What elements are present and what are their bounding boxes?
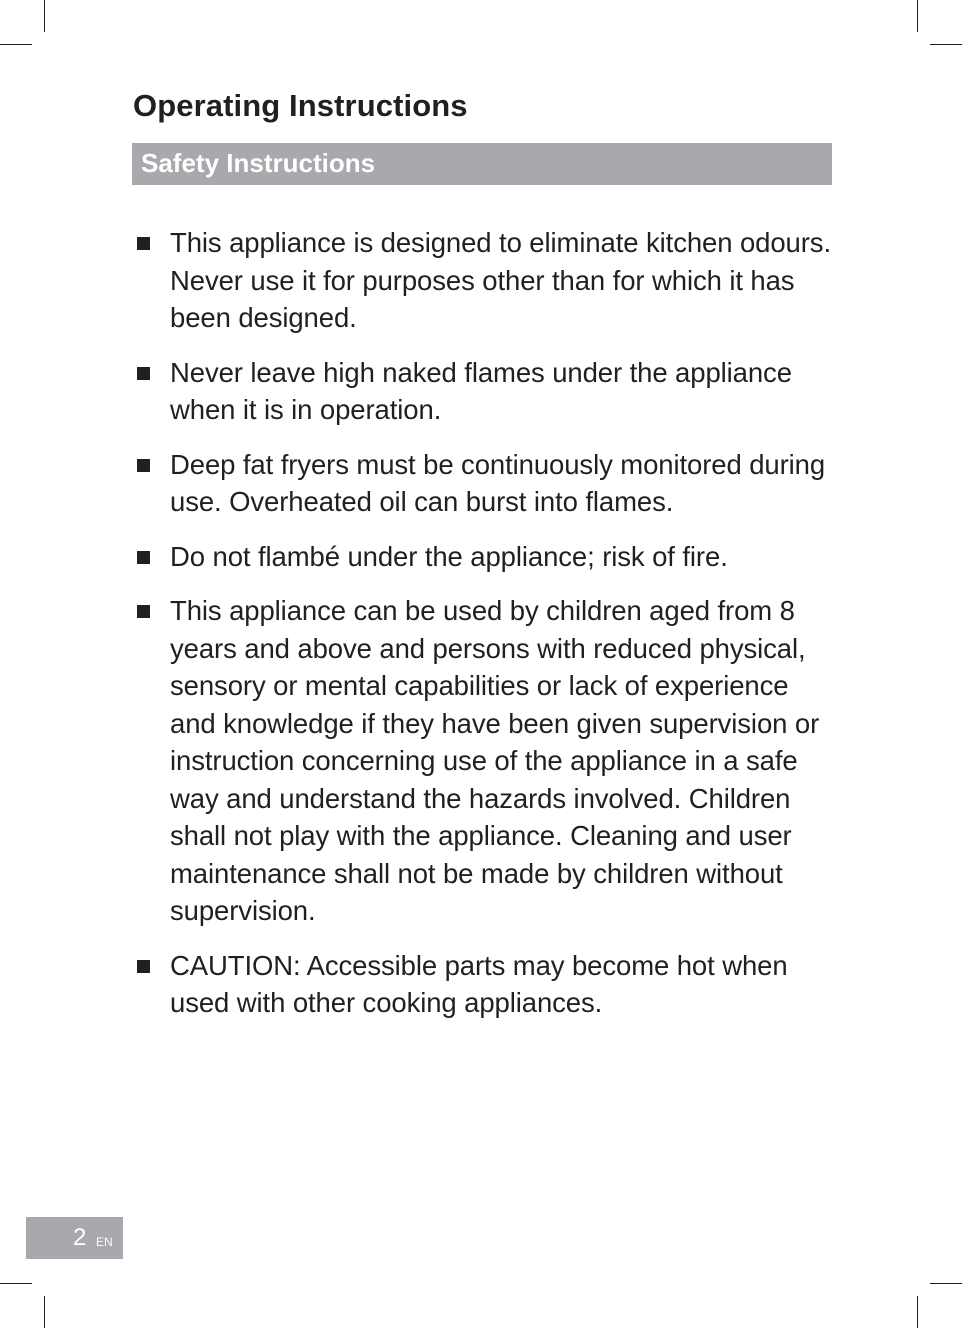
crop-mark-bottom-right-vertical [917,1296,918,1328]
square-bullet-icon [137,605,150,618]
list-item-text: CAUTION: Accessible parts may become hot when used with other cooking appliances. [170,949,788,1018]
crop-mark-top-right-vertical [917,0,918,32]
list-item-text: Deep fat fryers must be continuously monitored during use. Overheated oil can burst into flames. [170,448,826,517]
list-item-text: Never leave high naked flames under the appliance when it is in operation. [170,356,792,425]
square-bullet-icon [137,551,150,564]
language-code: EN [96,1235,113,1249]
page-footer [26,1217,123,1259]
square-bullet-icon [137,459,150,472]
crop-mark-top-left-horizontal [0,44,32,45]
page-number: 2 [73,1224,87,1251]
square-bullet-icon [137,367,150,380]
square-bullet-icon [137,237,150,250]
list-item [133,538,832,576]
crop-mark-bottom-left-horizontal [0,1283,32,1284]
list-item [133,947,832,1022]
list-item-text: This appliance can be used by children aged from 8 years and above and persons with reduced physical, sensory or mental capabilities or lack of experience and knowledge if they have been given supervision or instruction concerning use of the appliance in a safe way and understand the hazards involved. Children shall not play with the appliance. Cleaning and user maintenance shall not be made by children without supervision. [170,595,820,926]
list-item [133,446,832,521]
section-heading-bar [132,143,832,185]
crop-mark-bottom-right-horizontal [930,1283,962,1284]
safety-instructions-list [133,224,832,1039]
list-item-text: Do not flambé under the appliance; risk of fire. [170,540,728,572]
section-heading: Safety Instructions [141,148,376,178]
list-item [133,592,832,930]
crop-mark-top-right-horizontal [930,44,962,45]
square-bullet-icon [137,960,150,973]
list-item [133,354,832,429]
list-item [133,224,832,337]
crop-mark-top-left-vertical [44,0,45,32]
page-title: Operating Instructions [133,88,468,123]
list-item-text: This appliance is designed to eliminate kitchen odours. Never use it for purposes other than for which it has been designed. [170,227,831,333]
crop-mark-bottom-left-vertical [44,1296,45,1328]
